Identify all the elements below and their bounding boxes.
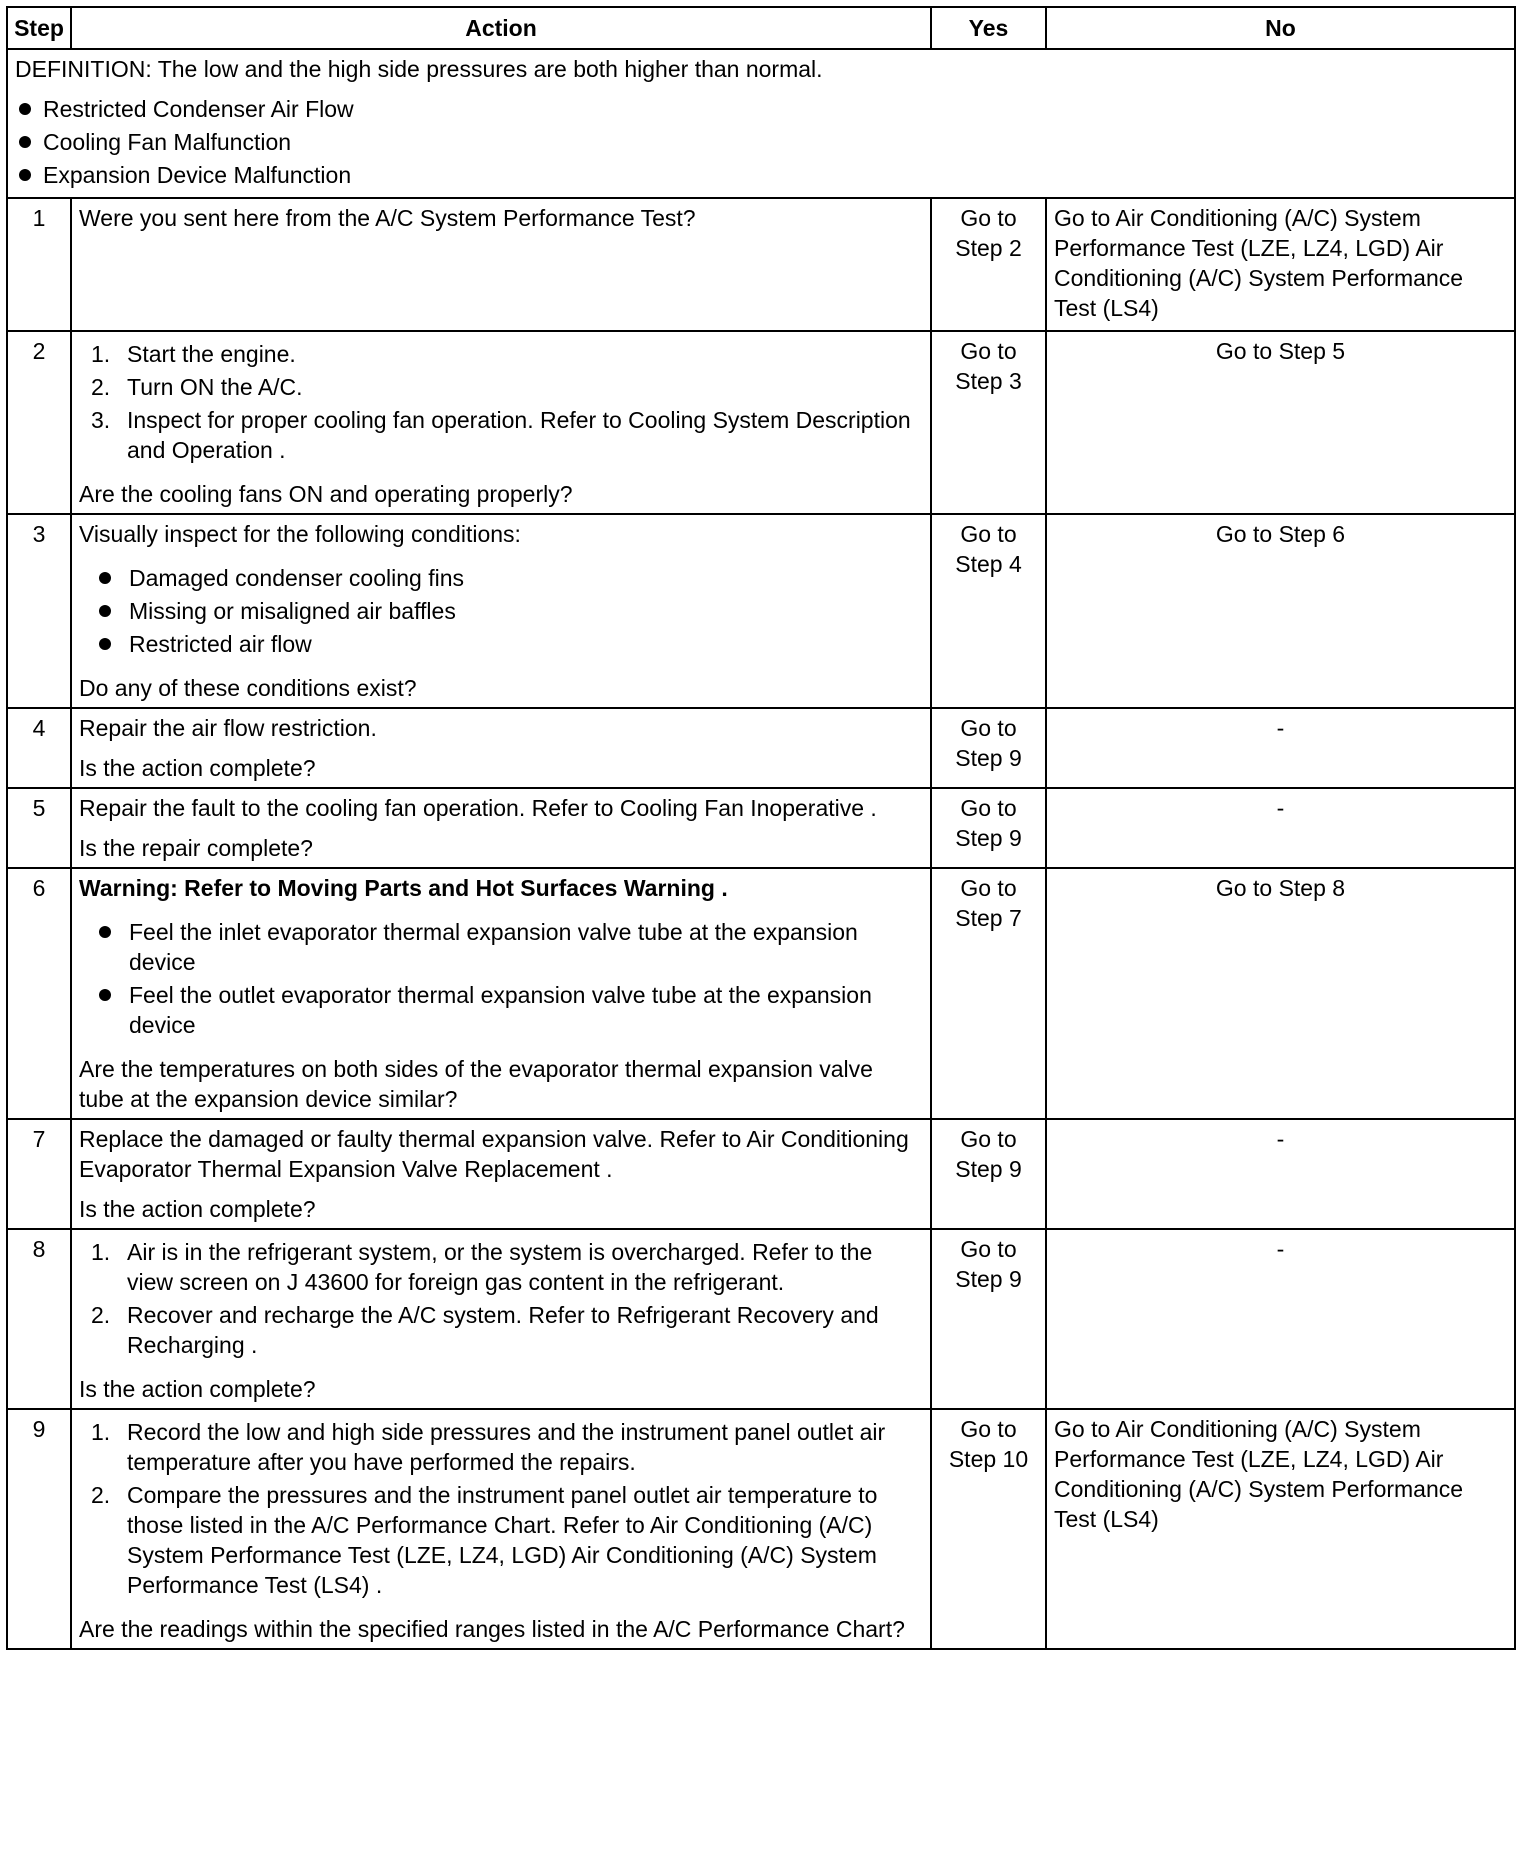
- step-row-5: [7, 788, 1515, 868]
- condition-bullet: Damaged condenser cooling fins: [93, 563, 923, 593]
- step-yes: Go to Step 7: [931, 868, 1046, 1119]
- step-question: Are the readings within the specified ranges listed in the A/C Performance Chart?: [79, 1616, 905, 1642]
- instruction-item: 2. Recover and recharge the A/C system. Refer to Refrigerant Recovery and Recharging .: [91, 1302, 879, 1358]
- step-yes: Go to Step 10: [931, 1409, 1046, 1649]
- step-instructions: [91, 1417, 923, 1600]
- step-no: Go to Air Conditioning (A/C) System Performance Test (LZE, LZ4, LGD) Air Conditioning (A/C) System Performance Test (LS4): [1046, 198, 1515, 331]
- step-intro: Repair the air flow restriction.: [79, 715, 377, 741]
- step-number: 3: [7, 514, 71, 708]
- step-bullets: [93, 917, 923, 1040]
- step-bullets: [93, 563, 923, 659]
- diagnostic-table: [6, 6, 1516, 1650]
- step-action: [71, 1409, 931, 1649]
- step-yes: Go to Step 2: [931, 198, 1046, 331]
- step-action: [71, 514, 931, 708]
- step-yes: Go to Step 9: [931, 788, 1046, 868]
- step-number: 5: [7, 788, 71, 868]
- step-number: 4: [7, 708, 71, 788]
- instruction-item: 1. Record the low and high side pressures and the instrument panel outlet air temperature after you have performed the repairs.: [91, 1419, 886, 1475]
- step-question: Is the repair complete?: [79, 835, 313, 861]
- definition-bullet: Cooling Fan Malfunction: [15, 127, 1507, 157]
- step-no: -: [1046, 1119, 1515, 1229]
- step-no: -: [1046, 788, 1515, 868]
- step-intro: Replace the damaged or faulty thermal expansion valve. Refer to Air Conditioning Evaporator Thermal Expansion Valve Replacement .: [79, 1126, 909, 1182]
- step-question: Are the cooling fans ON and operating properly?: [79, 481, 573, 507]
- warning-text: Warning: Refer to Moving Parts and Hot Surfaces Warning .: [79, 875, 728, 901]
- definition-row: [7, 49, 1515, 198]
- definition-cell: [7, 49, 1515, 198]
- instruction-item: 1. Air is in the refrigerant system, or the system is overcharged. Refer to the view screen on J 43600 for foreign gas content in the refrigerant.: [91, 1239, 873, 1295]
- step-no: Go to Step 8: [1046, 868, 1515, 1119]
- step-yes: Go to Step 9: [931, 708, 1046, 788]
- step-question: Were you sent here from the A/C System Performance Test?: [79, 205, 696, 231]
- step-action: [71, 198, 931, 331]
- header-row: [7, 7, 1515, 49]
- step-intro: Repair the fault to the cooling fan operation. Refer to Cooling Fan Inoperative .: [79, 795, 877, 821]
- check-bullet: Feel the inlet evaporator thermal expansion valve tube at the expansion device: [93, 917, 923, 977]
- step-instructions: [91, 1237, 923, 1360]
- step-question: Is the action complete?: [79, 1196, 316, 1222]
- step-action: [71, 1119, 931, 1229]
- step-action: [71, 331, 931, 514]
- instruction-item: 2. Compare the pressures and the instrument panel outlet air temperature to those listed in the A/C Performance Chart. Refer to Air Conditioning (A/C) System Performance Test (LZE, LZ4, LGD) Air Conditioning (A/C) System Performance Test (LS4) .: [91, 1482, 878, 1598]
- step-number: 7: [7, 1119, 71, 1229]
- step-question: Are the temperatures on both sides of the evaporator thermal expansion valve tube at the expansion device similar?: [79, 1056, 873, 1112]
- step-instructions: [91, 339, 923, 465]
- step-yes: Go to Step 3: [931, 331, 1046, 514]
- step-row-2: [7, 331, 1515, 514]
- step-row-1: [7, 198, 1515, 331]
- instruction-item: 3. Inspect for proper cooling fan operation. Refer to Cooling System Description and Operation .: [91, 407, 911, 463]
- definition-text: DEFINITION: The low and the high side pressures are both higher than normal.: [15, 56, 823, 82]
- instruction-item: 2. Turn ON the A/C.: [91, 374, 303, 400]
- instruction-item: 1. Start the engine.: [91, 341, 296, 367]
- header-yes: Yes: [931, 7, 1046, 49]
- step-no: Go to Air Conditioning (A/C) System Performance Test (LZE, LZ4, LGD) Air Conditioning (A/C) System Performance Test (LS4): [1046, 1409, 1515, 1649]
- condition-bullet: Restricted air flow: [93, 629, 923, 659]
- definition-bullets: [15, 94, 1507, 190]
- step-number: 1: [7, 198, 71, 331]
- step-row-4: [7, 708, 1515, 788]
- step-number: 2: [7, 331, 71, 514]
- step-number: 6: [7, 868, 71, 1119]
- header-action: Action: [71, 7, 931, 49]
- condition-bullet: Missing or misaligned air baffles: [93, 596, 923, 626]
- step-no: Go to Step 6: [1046, 514, 1515, 708]
- step-number: 8: [7, 1229, 71, 1409]
- step-action: [71, 1229, 931, 1409]
- step-row-9: [7, 1409, 1515, 1649]
- definition-bullet: Restricted Condenser Air Flow: [15, 94, 1507, 124]
- step-question: Is the action complete?: [79, 1376, 316, 1402]
- check-bullet: Feel the outlet evaporator thermal expansion valve tube at the expansion device: [93, 980, 923, 1040]
- step-yes: Go to Step 9: [931, 1119, 1046, 1229]
- step-yes: Go to Step 4: [931, 514, 1046, 708]
- step-no: -: [1046, 1229, 1515, 1409]
- header-step: Step: [7, 7, 71, 49]
- step-intro: Visually inspect for the following conditions:: [79, 521, 521, 547]
- step-action: [71, 708, 931, 788]
- step-row-3: [7, 514, 1515, 708]
- step-row-8: [7, 1229, 1515, 1409]
- step-no: Go to Step 5: [1046, 331, 1515, 514]
- step-no: -: [1046, 708, 1515, 788]
- step-question: Is the action complete?: [79, 755, 316, 781]
- step-question: Do any of these conditions exist?: [79, 675, 417, 701]
- definition-bullet: Expansion Device Malfunction: [15, 160, 1507, 190]
- step-row-6: [7, 868, 1515, 1119]
- step-yes: Go to Step 9: [931, 1229, 1046, 1409]
- step-action: [71, 788, 931, 868]
- header-no: No: [1046, 7, 1515, 49]
- step-number: 9: [7, 1409, 71, 1649]
- step-action: [71, 868, 931, 1119]
- step-row-7: [7, 1119, 1515, 1229]
